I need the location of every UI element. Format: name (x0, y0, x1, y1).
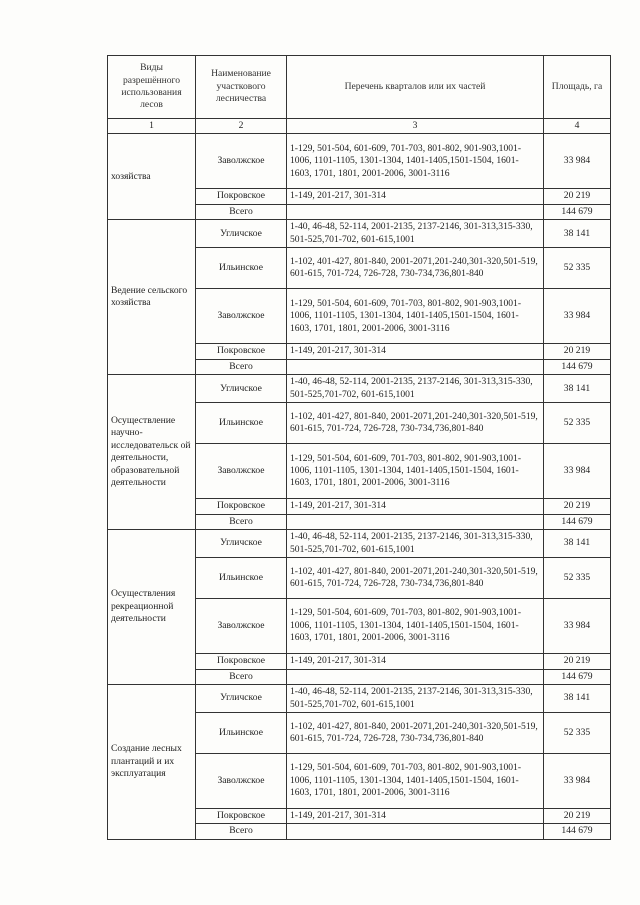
use-type-cell: Создание лесных плантаций и их эксплуатация (108, 685, 196, 840)
quarters-list: 1-102, 401-427, 801-840, 2001-2071,201-240,301-320,501-519, 601-615, 701-724, 726-728, 730-734,736,801-840 (287, 248, 544, 289)
forestry-name: Заволжское (196, 289, 287, 344)
forest-use-table (107, 55, 611, 840)
area-value: 52 335 (544, 558, 611, 599)
area-value: 33 984 (544, 289, 611, 344)
quarters-list: 1-149, 201-217, 301-314 (287, 344, 544, 359)
area-value: 38 141 (544, 685, 611, 713)
forestry-name: Ильинское (196, 403, 287, 444)
quarters-list: 1-149, 201-217, 301-314 (287, 654, 544, 669)
total-area: 144 679 (544, 669, 611, 684)
forestry-name: Покровское (196, 499, 287, 514)
quarters-list: 1-102, 401-427, 801-840, 2001-2071,201-240,301-320,501-519, 601-615, 701-724, 726-728, 730-734,736,801-840 (287, 558, 544, 599)
forestry-name: Заволжское (196, 444, 287, 499)
use-type-cell: Осуществления рекреационной деятельности (108, 530, 196, 685)
area-value: 20 219 (544, 654, 611, 669)
quarters-list: 1-149, 201-217, 301-314 (287, 189, 544, 204)
area-value: 38 141 (544, 530, 611, 558)
quarters-list: 1-129, 501-504, 601-609, 701-703, 801-802, 901-903,1001-1006, 1101-1105, 1301-1304, 1401-1405,1501-1504, 1601-1603, 1701, 1801, 2001-2006, 3001-3116 (287, 599, 544, 654)
forestry-name: Покровское (196, 189, 287, 204)
quarters-list: 1-40, 46-48, 52-114, 2001-2135, 2137-2146, 301-313,315-330, 501-525,701-702, 601-615,1001 (287, 685, 544, 713)
forestry-name: Угличское (196, 220, 287, 248)
quarters-list: 1-40, 46-48, 52-114, 2001-2135, 2137-2146, 301-313,315-330, 501-525,701-702, 601-615,1001 (287, 375, 544, 403)
area-value: 38 141 (544, 220, 611, 248)
total-area: 144 679 (544, 204, 611, 219)
forestry-name: Ильинское (196, 248, 287, 289)
table-row (108, 220, 611, 248)
table-row (108, 375, 611, 403)
column-number: 4 (544, 119, 611, 134)
forestry-name: Заволжское (196, 134, 287, 189)
area-value: 33 984 (544, 753, 611, 808)
area-value: 20 219 (544, 344, 611, 359)
forestry-name: Ильинское (196, 558, 287, 599)
quarters-list: 1-102, 401-427, 801-840, 2001-2071,201-240,301-320,501-519, 601-615, 701-724, 726-728, 730-734,736,801-840 (287, 403, 544, 444)
use-type-cell: Осуществление научно-исследовательск ой деятельности, образовательной деятельности (108, 375, 196, 530)
header-quarters: Перечень кварталов или их частей (287, 56, 544, 119)
quarters-list: 1-40, 46-48, 52-114, 2001-2135, 2137-2146, 301-313,315-330, 501-525,701-702, 601-615,1001 (287, 220, 544, 248)
use-type-cell: хозяйства (108, 134, 196, 220)
quarters-list: 1-129, 501-504, 601-609, 701-703, 801-802, 901-903,1001-1006, 1101-1105, 1301-1304, 1401-1405,1501-1504, 1601-1603, 1701, 1801, 2001-2006, 3001-3116 (287, 444, 544, 499)
quarters-list: 1-129, 501-504, 601-609, 701-703, 801-802, 901-903,1001-1006, 1101-1105, 1301-1304, 1401-1405,1501-1504, 1601-1603, 1701, 1801, 2001-2006, 3001-3116 (287, 289, 544, 344)
quarters-list: 1-149, 201-217, 301-314 (287, 499, 544, 514)
total-label: Всего (196, 514, 287, 529)
forestry-name: Покровское (196, 808, 287, 823)
quarters-list: 1-129, 501-504, 601-609, 701-703, 801-802, 901-903,1001-1006, 1101-1105, 1301-1304, 1401-1405,1501-1504, 1601-1603, 1701, 1801, 2001-2006, 3001-3116 (287, 134, 544, 189)
forestry-name: Заволжское (196, 599, 287, 654)
column-number-row (108, 119, 611, 134)
area-value: 20 219 (544, 499, 611, 514)
area-value: 33 984 (544, 134, 611, 189)
total-label: Всего (196, 824, 287, 839)
table-header-row (108, 56, 611, 119)
column-number: 1 (108, 119, 196, 134)
area-value: 38 141 (544, 375, 611, 403)
area-value: 52 335 (544, 248, 611, 289)
total-area: 144 679 (544, 514, 611, 529)
header-forestry-name: Наименование участкового лесничества (196, 56, 287, 119)
total-label: Всего (196, 204, 287, 219)
quarters-list: 1-102, 401-427, 801-840, 2001-2071,201-240,301-320,501-519, 601-615, 701-724, 726-728, 730-734,736,801-840 (287, 712, 544, 753)
total-label: Всего (196, 669, 287, 684)
quarters-list: 1-149, 201-217, 301-314 (287, 808, 544, 823)
total-label: Всего (196, 359, 287, 374)
column-number: 3 (287, 119, 544, 134)
column-number: 2 (196, 119, 287, 134)
forestry-name: Покровское (196, 344, 287, 359)
forestry-name: Угличское (196, 530, 287, 558)
quarters-list: 1-129, 501-504, 601-609, 701-703, 801-802, 901-903,1001-1006, 1101-1105, 1301-1304, 1401-1405,1501-1504, 1601-1603, 1701, 1801, 2001-2006, 3001-3116 (287, 753, 544, 808)
area-value: 52 335 (544, 403, 611, 444)
forestry-name: Угличское (196, 375, 287, 403)
area-value: 33 984 (544, 599, 611, 654)
table-row (108, 134, 611, 189)
area-value: 20 219 (544, 808, 611, 823)
header-area: Площадь, га (544, 56, 611, 119)
forestry-name: Угличское (196, 685, 287, 713)
total-area: 144 679 (544, 824, 611, 839)
forestry-name: Заволжское (196, 753, 287, 808)
area-value: 20 219 (544, 189, 611, 204)
header-use-type: Виды разрешённого использования лесов (108, 56, 196, 119)
forestry-name: Ильинское (196, 712, 287, 753)
quarters-list: 1-40, 46-48, 52-114, 2001-2135, 2137-2146, 301-313,315-330, 501-525,701-702, 601-615,1001 (287, 530, 544, 558)
area-value: 33 984 (544, 444, 611, 499)
table-row (108, 685, 611, 713)
forestry-name: Покровское (196, 654, 287, 669)
use-type-cell: Ведение сельского хозяйства (108, 220, 196, 375)
total-area: 144 679 (544, 359, 611, 374)
area-value: 52 335 (544, 712, 611, 753)
table-row (108, 530, 611, 558)
